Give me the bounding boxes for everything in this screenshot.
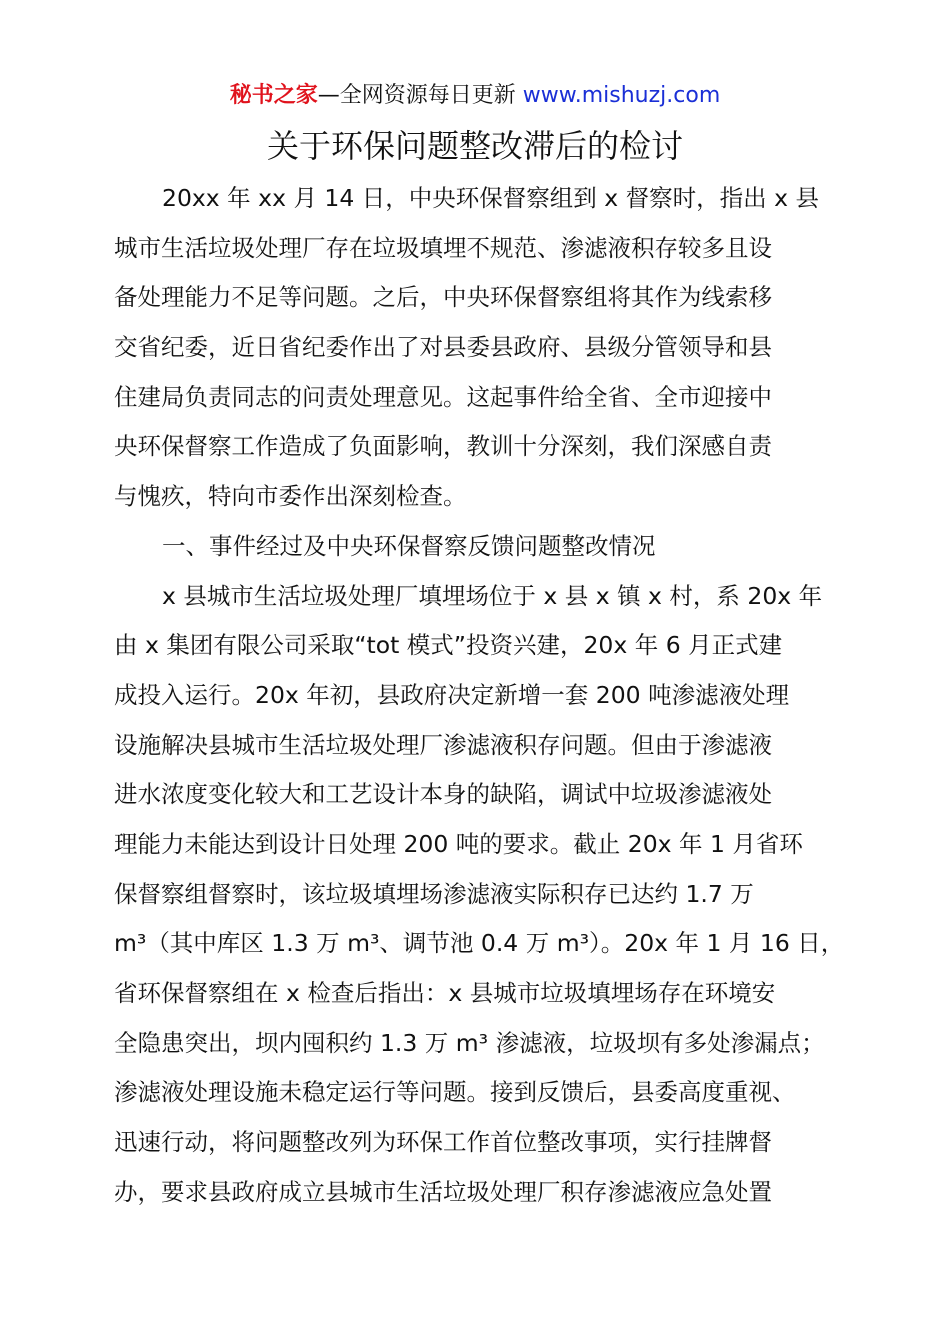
document-title: 关于环保问题整改滞后的检讨 bbox=[266, 127, 683, 165]
body-line: 办，要求县政府成立县城市生活垃圾处理厂积存渗滤液应急处置 bbox=[114, 1177, 772, 1206]
body-line: 进水浓度变化较大和工艺设计本身的缺陷，调试中垃圾渗滤液处 bbox=[114, 780, 772, 809]
body-line: 渗滤液处理设施未稳定运行等问题。接到反馈后，县委高度重视、 bbox=[114, 1078, 796, 1107]
body-line: 央环保督察工作造成了负面影响，教训十分深刻，我们深感自责 bbox=[114, 432, 772, 461]
body-line: 迅速行动，将问题整改列为环保工作首位整改事项，实行挂牌督 bbox=[114, 1128, 772, 1157]
body-line: 交省纪委，近日省纪委作出了对县委县政府、县级分管领导和县 bbox=[114, 333, 772, 362]
body-line: 住建局负责同志的问责处理意见。这起事件给全省、全市迎接中 bbox=[114, 382, 772, 411]
brand-name: 秘书之家 bbox=[229, 83, 318, 108]
body-line: 城市生活垃圾处理厂存在垃圾填埋不规范、渗滤液积存较多且设 bbox=[114, 233, 772, 262]
body-line: 由 x 集团有限公司采取“tot 模式”投资兴建，20x 年 6 月正式建 bbox=[114, 631, 783, 660]
body-line: 成投入运行。20x 年初，县政府决定新增一套 200 吨渗滤液处理 bbox=[114, 680, 790, 709]
body-line: 全隐患突出，坝内囤积约 1.3 万 m³ 渗滤液，垃圾坝有多处渗漏点； bbox=[114, 1028, 825, 1057]
body-line: 理能力未能达到设计日处理 200 吨的要求。截止 20x 年 1 月省环 bbox=[114, 829, 803, 858]
body-line: 备处理能力不足等问题。之后，中央环保督察组将其作为线索移 bbox=[114, 283, 772, 312]
body-line: m³（其中库区 1.3 万 m³、调节池 0.4 万 m³）。20x 年 1 月 16 日， bbox=[114, 929, 845, 958]
body-line: 保督察组督察时，该垃圾填埋场渗滤液实际积存已达约 1.7 万 bbox=[114, 879, 754, 908]
section-heading: 一、事件经过及中央环保督察反馈问题整改情况 bbox=[162, 531, 656, 560]
site-header bbox=[0, 80, 950, 112]
body-line: 与愧疚，特向市委作出深刻检查。 bbox=[114, 482, 467, 511]
body-line: x 县城市生活垃圾处理厂填埋场位于 x 县 x 镇 x 村，系 20x 年 bbox=[162, 581, 823, 610]
document-body bbox=[114, 174, 844, 1217]
body-line: 20xx 年 xx 月 14 日，中央环保督察组到 x 督察时，指出 x 县 bbox=[162, 184, 819, 212]
site-tagline: —全网资源每日更新 bbox=[317, 83, 523, 108]
site-url-link[interactable]: www.mishuzj.com bbox=[522, 83, 721, 108]
body-line: 省环保督察组在 x 检查后指出：x 县城市垃圾填埋场存在环境安 bbox=[114, 979, 776, 1007]
body-line: 设施解决县城市生活垃圾处理厂渗滤液积存问题。但由于渗滤液 bbox=[114, 730, 772, 759]
